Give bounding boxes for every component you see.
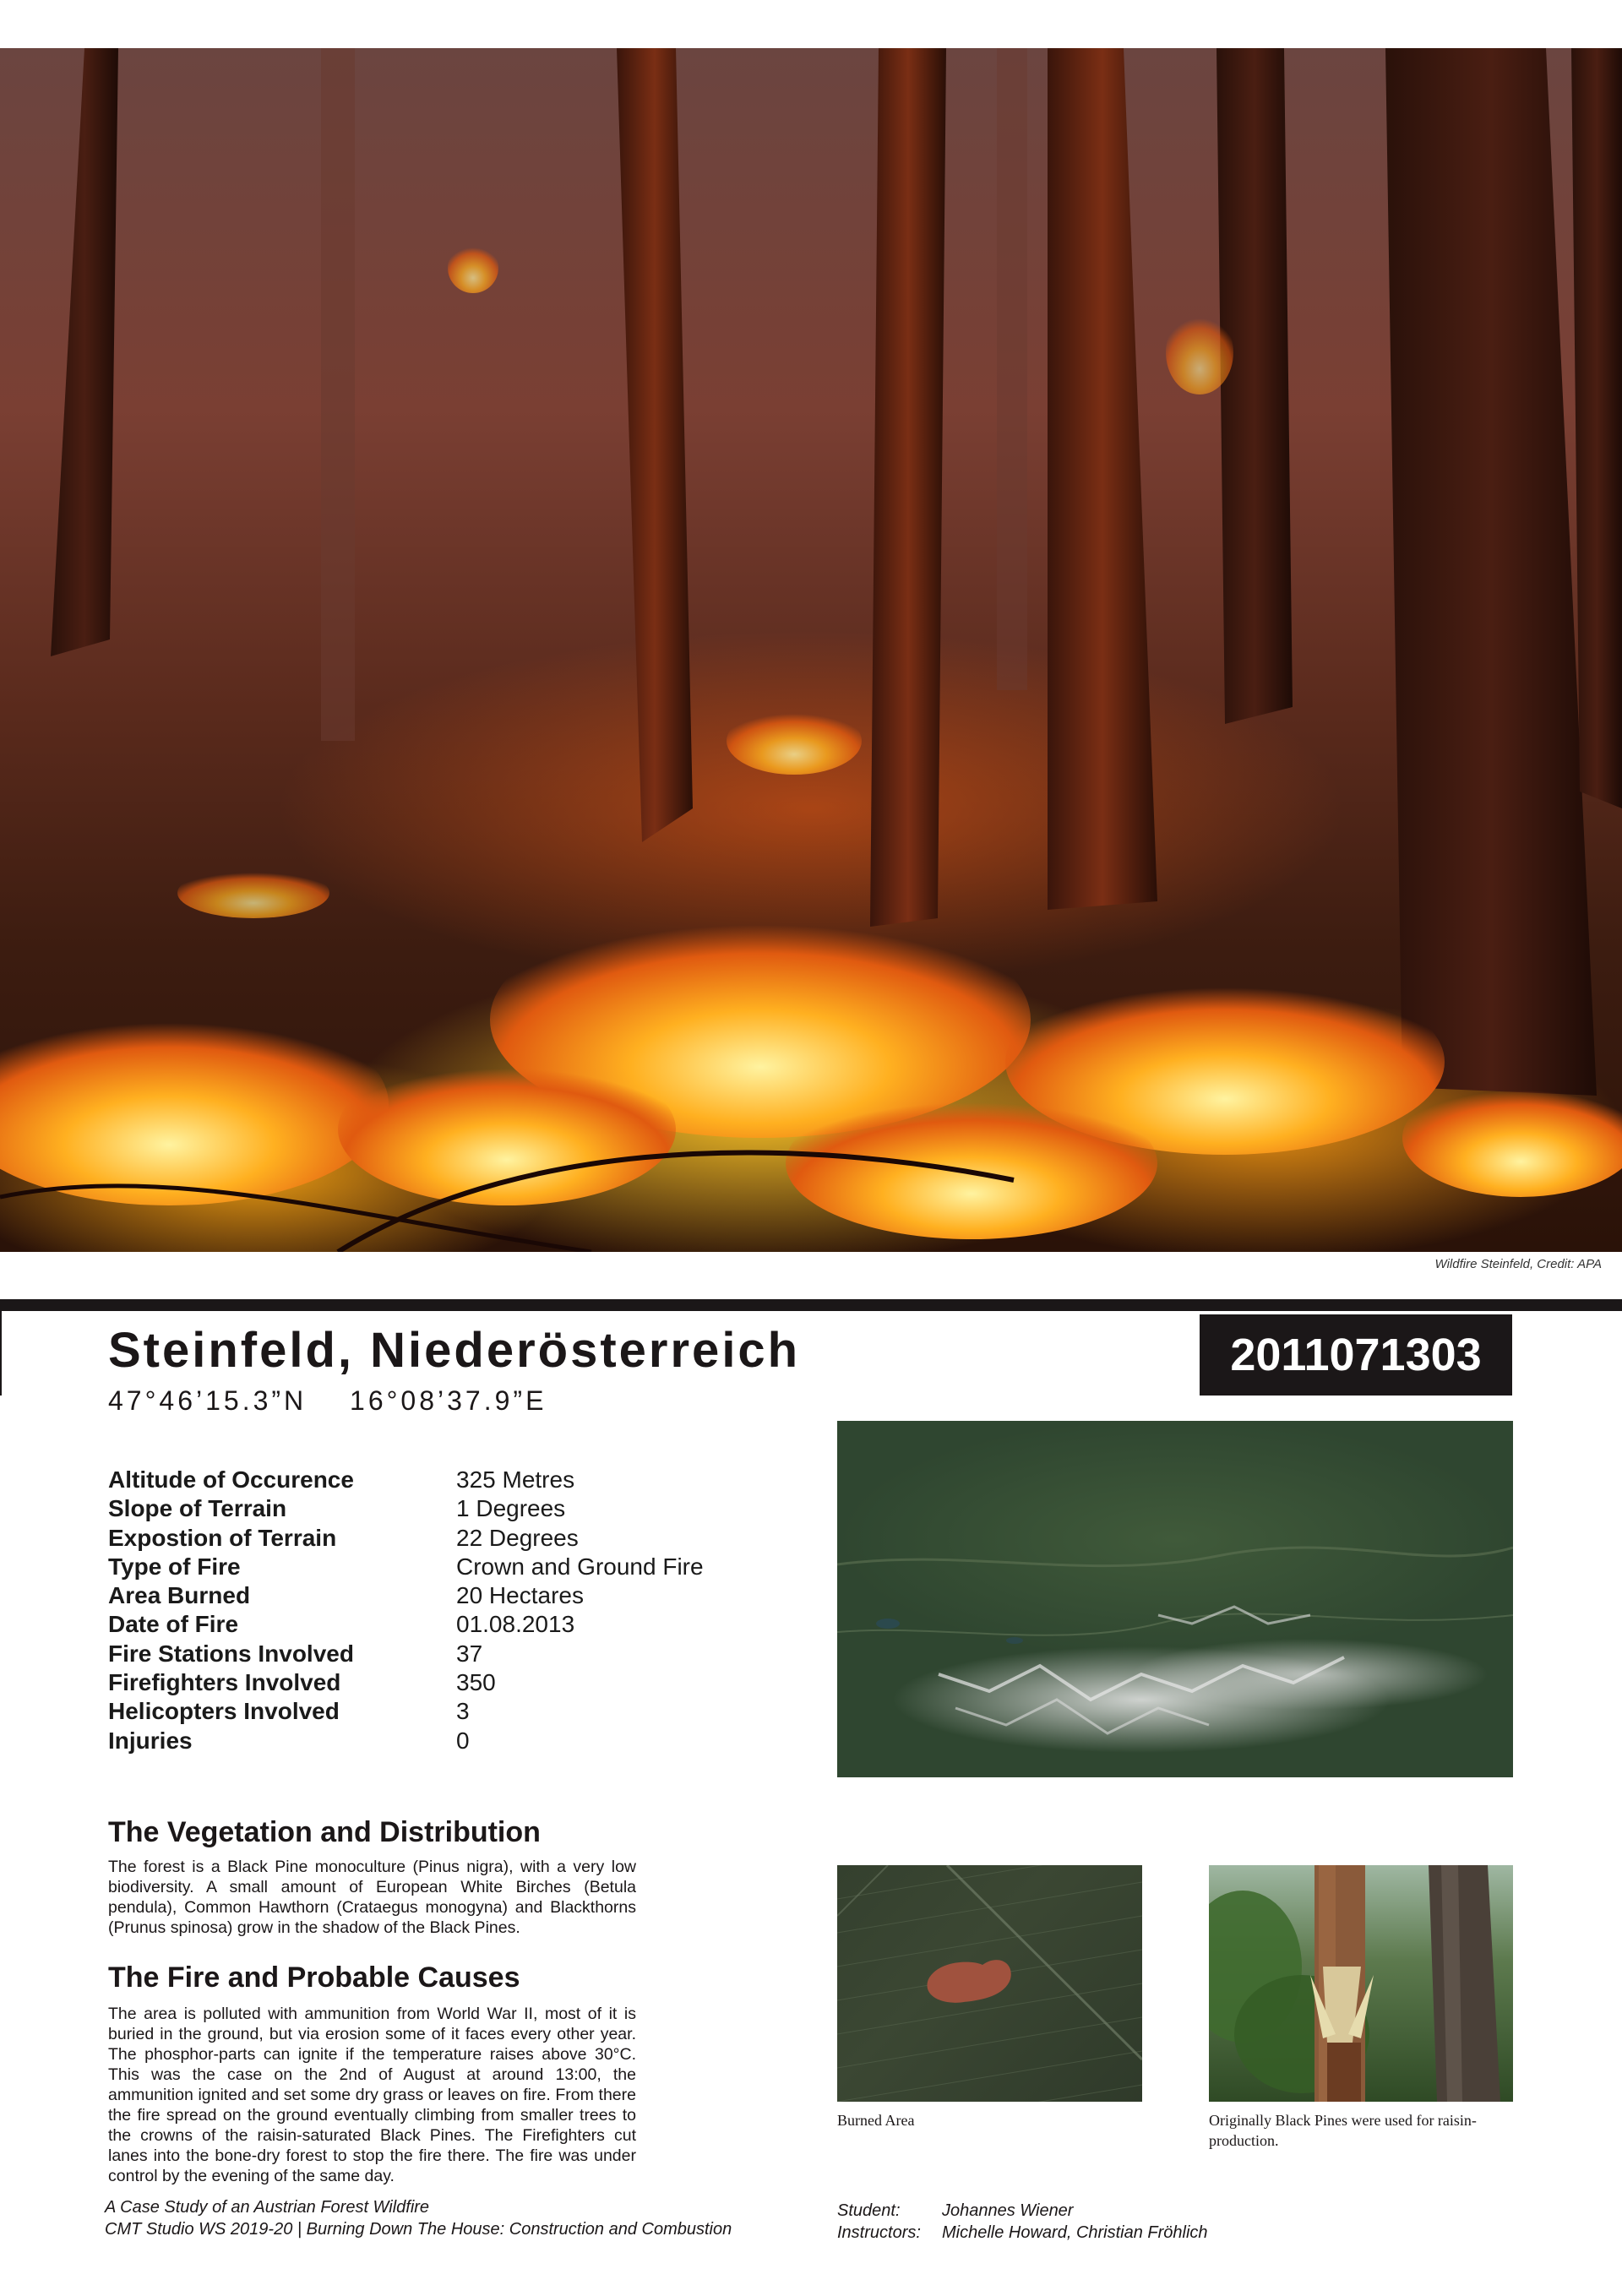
- instructors-row: [837, 2222, 1208, 2244]
- fact-value: 1 Degrees: [456, 1495, 566, 1522]
- fact-label: Slope of Terrain: [108, 1495, 287, 1522]
- fact-label: Injuries: [108, 1727, 193, 1754]
- fact-label: Type of Fire: [108, 1553, 241, 1580]
- fact-label: Fire Stations Involved: [108, 1640, 354, 1667]
- fact-row: [108, 1466, 784, 1494]
- divider-edge-tick: [0, 1311, 2, 1396]
- fire-causes-text: The area is polluted with ammunition from World War II, most of it is buried in the ground, but via erosion some of it faces every other year. The phosphor-parts can ignite if the temperature raises above 30°C. This was the case on the 2nd of August at around 13:00, the ammunition ignited and set some dry grass or leaves on fire. From there the fire spread on the ground eventually climbing from smaller trees to the crowns of the raisin-saturated Black Pines. The Firefighters cut lanes into the bone-dry forest to stop the fire there. The fire was under control by the evening of the same day.: [108, 2005, 636, 2185]
- black-pine-caption: Originally Black Pines were used for raisin-production.: [1209, 2112, 1477, 2149]
- photo-credit: Wildfire Steinfeld, Credit: APA: [1434, 1257, 1602, 1271]
- fact-label: Area Burned: [108, 1582, 251, 1609]
- case-id-badge: 2011071303: [1200, 1314, 1512, 1396]
- instructors-label: Instructors:: [837, 2223, 921, 2242]
- satellite-map-image: [837, 1421, 1513, 1777]
- fact-value: 01.08.2013: [456, 1611, 575, 1638]
- instructors-names: Michelle Howard, Christian Fröhlich: [942, 2223, 1208, 2242]
- student-row: [837, 2200, 1208, 2222]
- facts-table: [108, 1466, 784, 1755]
- fact-row: [108, 1727, 784, 1755]
- fact-row: [108, 1640, 784, 1668]
- fact-row: [108, 1581, 784, 1610]
- hero-wildfire-photo: [0, 48, 1622, 1252]
- coordinates: [108, 1385, 579, 1417]
- fact-value: Crown and Ground Fire: [456, 1553, 704, 1580]
- fact-row: [108, 1494, 784, 1523]
- black-pine-resin-image: [1209, 1865, 1513, 2102]
- latitude: 47°46’15.3”N: [108, 1385, 308, 1416]
- fact-value: 0: [456, 1727, 470, 1754]
- fact-label: Firefighters Involved: [108, 1669, 341, 1696]
- fact-value: 350: [456, 1669, 496, 1696]
- fact-label: Date of Fire: [108, 1611, 239, 1638]
- fact-value: 22 Degrees: [456, 1524, 579, 1551]
- student-label: Student:: [837, 2201, 901, 2220]
- fact-label: Altitude of Occurence: [108, 1466, 354, 1493]
- footer-course-info: [105, 2196, 732, 2240]
- burned-area-caption: Burned Area: [837, 2112, 915, 2129]
- fact-row: [108, 1553, 784, 1581]
- fact-row: [108, 1697, 784, 1726]
- longitude: 16°08’37.9”E: [350, 1385, 547, 1416]
- vegetation-heading: The Vegetation and Distribution: [108, 1816, 541, 1848]
- fact-value: 37: [456, 1640, 483, 1667]
- student-name: Johannes Wiener: [942, 2201, 1074, 2220]
- fact-label: Expostion of Terrain: [108, 1524, 337, 1551]
- vegetation-text: The forest is a Black Pine monoculture (Pinus nigra), with a very low biodiversity. A small amount of European White Birches (Betula pendula), Common Hawthorn (Crataegus monogyna) and Blackthorns (Prunus spinosa) grow in the shadow of the Black Pines.: [108, 1858, 636, 1937]
- footer-credits: [837, 2200, 1208, 2244]
- fact-value: 20 Hectares: [456, 1582, 584, 1609]
- fact-value: 325 Metres: [456, 1466, 575, 1493]
- footer-subtitle: A Case Study of an Austrian Forest Wildfire: [105, 2198, 430, 2217]
- fact-value: 3: [456, 1698, 470, 1725]
- fact-label: Helicopters Involved: [108, 1698, 340, 1725]
- location-title: Steinfeld, Niederösterreich: [108, 1323, 801, 1378]
- fact-row: [108, 1610, 784, 1639]
- fact-row: [108, 1668, 784, 1697]
- fact-row: [108, 1524, 784, 1553]
- divider-bar: [0, 1299, 1622, 1311]
- burned-area-image: [837, 1865, 1142, 2102]
- footer-studio: CMT Studio WS 2019-20 | Burning Down The House: Construction and Combustion: [105, 2220, 732, 2239]
- fire-causes-heading: The Fire and Probable Causes: [108, 1961, 520, 1994]
